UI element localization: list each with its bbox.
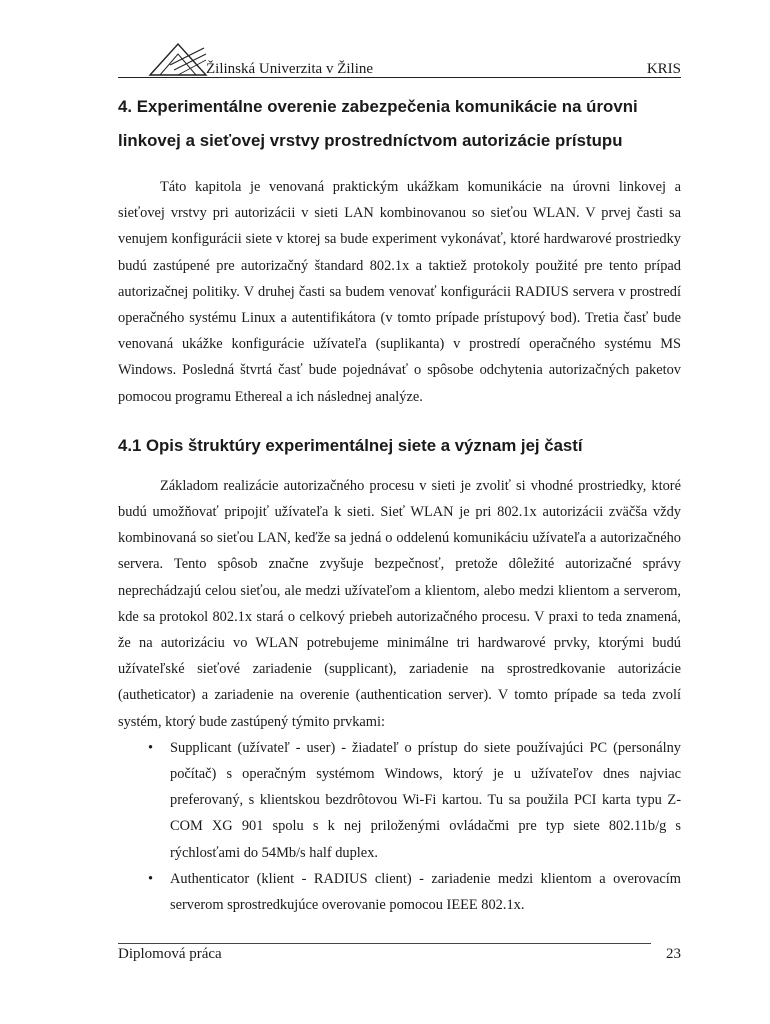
page-content: [118, 90, 681, 918]
header-divider: [118, 77, 681, 78]
bullet-icon: •: [148, 739, 154, 756]
university-logo-icon: [148, 40, 208, 76]
list-item-text: Supplicant (užívateľ - user) - žiadateľ o prístup do siete používajúci PC (personálny počítač) s operačným systémom Windows, ktorý je u užívateľov dnes najviac preferovaný, s klientskou bezdrôtovou Wi-Fi kartou. Tu sa použila PCI karta typu Z-COM XG 901 spolu s k nej priloženými ovládačmi pre typ siete 802.11b/g s rýchlosťami do 54Mb/s half duplex.: [170, 739, 681, 861]
section-title: 4.1 Opis štruktúry experimentálnej siete a význam jej častí: [118, 435, 583, 455]
footer-divider: [118, 943, 651, 944]
list-item: [148, 735, 681, 866]
chapter-title: 4. Experimentálne overenie zabezpečenia komunikácie na úrovni linkovej a sieťovej vrstvy prostredníctvom autorizácie prístupu: [118, 97, 638, 150]
component-list: [118, 735, 681, 918]
list-item: [148, 866, 681, 918]
chapter-intro-paragraph: Táto kapitola je venovaná praktickým ukážkam komunikácie na úrovni linkovej a sieťovej vrstvy pri autorizácii v sieti LAN kombinovanou so sieťou WLAN. V prvej časti sa venujem konfigurácii siete v ktorej sa bude experiment vykonávať, ktoré hardwarové prostriedky budú zastúpené pre autorizačný štandard 802.1x a taktiež protokoly použité pre tento prípad autorizačnej politiky. V druhej časti sa budem venovať konfigurácii RADIUS servera v prostredí operačného systému Linux a autentifikátora (v tomto prípade prístupový bod). Tretia časť bude venovaná ukážke konfigurácie užívateľa (suplikanta) v prostredí operačného systému MS Windows. Posledná štvrtá časť bude pojednávať o spôsobe odchytenia autorizačných paketov pomocou programu Ethereal a ich následnej analýze.: [118, 179, 681, 405]
bullet-icon: •: [148, 870, 154, 887]
footer-label: Diplomová práca: [118, 946, 222, 962]
header-university: Žilinská Univerzita v Žiline: [206, 61, 374, 77]
page-number: 23: [666, 946, 681, 962]
header-department: KRIS: [646, 61, 681, 77]
list-item-text: Authenticator (klient - RADIUS client) - zariadenie medzi klientom a overovacím serverom sprostredkujúce overovanie pomocou IEEE 802.1x.: [170, 870, 681, 914]
page-header: [118, 40, 681, 78]
section-paragraph: Základom realizácie autorizačného procesu v sieti je zvoliť si vhodné prostriedky, ktoré budú umožňovať pripojiť užívateľa k sieti. Sieť WLAN je pri 802.1x autorizácii zväčša vždy kombinovaná so sieťou LAN, keďže sa jedná o oddelenú komunikáciu užívateľa a autorizačného servera. Tento spôsob značne zvyšuje bezpečnosť, pretože dôležité autorizačné správy neprechádzajú celou sieťou, ale medzi užívateľom a klientom, alebo medzi klientom a serverom, kde sa protokol 802.1x stará o celkový priebeh autorizačného procesu. V praxi to teda znamená, že na autorizáciu vo WLAN potrebujeme minimálne tri hardwarové prvky, ktorými budú užívateľské sieťové zariadenie (supplicant), zariadenie na sprostredkovanie autorizácie (autheticator) a zariadenie na overenie (authentication server). V tomto prípade sa teda zvolí systém, ktorý bude zastúpený týmito prvkami:: [118, 477, 681, 730]
